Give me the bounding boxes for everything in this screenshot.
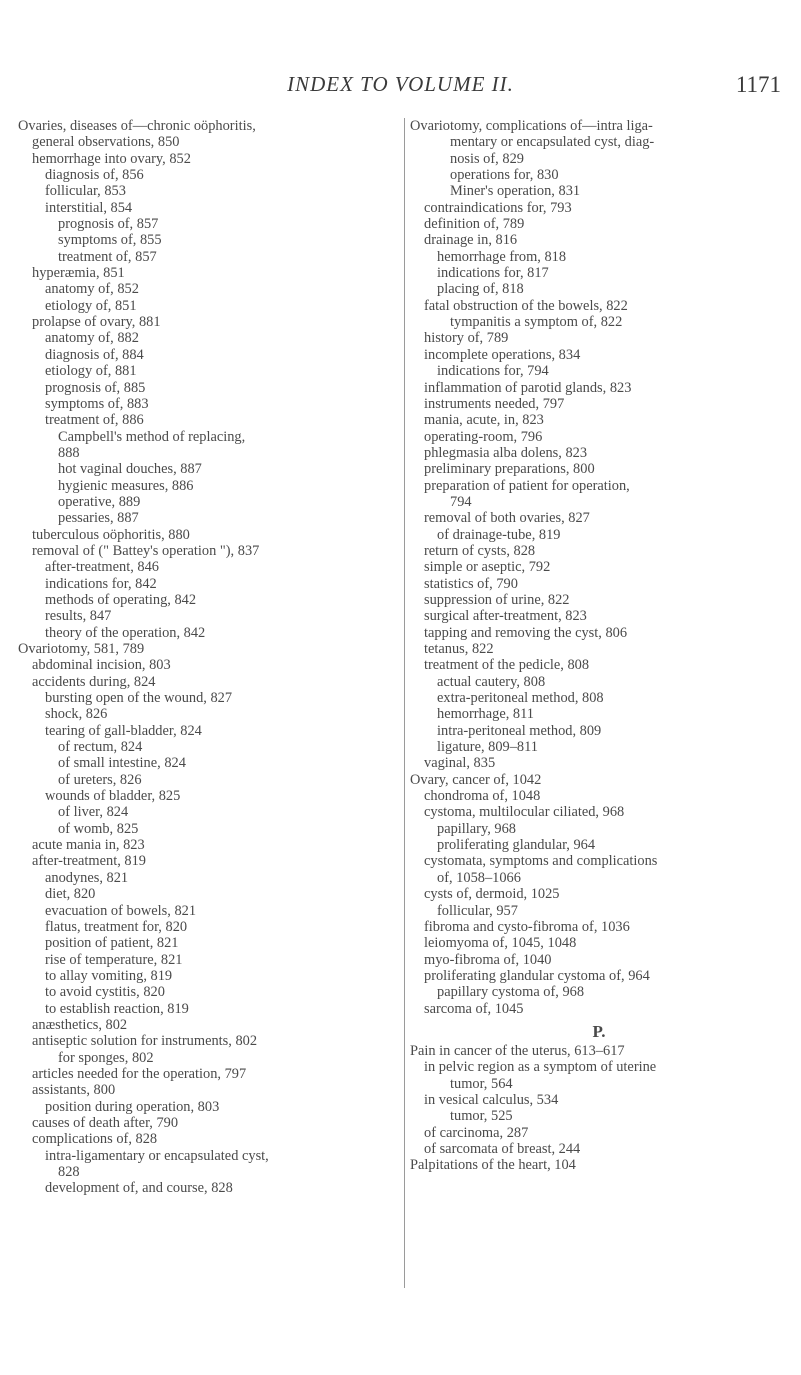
index-entry: indications for, 794	[437, 363, 549, 380]
index-entry: antiseptic solution for instruments, 802	[32, 1033, 258, 1050]
index-entry: proliferating glandular, 964	[437, 837, 596, 854]
index-entry: flatus, treatment for, 820	[45, 918, 188, 935]
index-entry: history of, 789	[424, 330, 509, 347]
index-entry: leiomyoma of, 1045, 1048	[424, 935, 577, 952]
index-entry: assistants, 800	[32, 1082, 116, 1099]
index-entry: etiology of, 881	[45, 363, 137, 380]
column-divider	[404, 118, 405, 1288]
index-entry: Ovariotomy, 581, 789	[18, 641, 145, 657]
index-entry: treatment of, 886	[45, 412, 144, 429]
index-entry: 828	[58, 1164, 80, 1180]
index-column-left	[18, 118, 398, 1197]
index-entry: operating-room, 796	[424, 428, 543, 445]
index-entry: vaginal, 835	[424, 755, 496, 772]
index-entry: mania, acute, in, 823	[424, 412, 544, 429]
index-entry: preliminary preparations, 800	[424, 461, 595, 478]
index-entry: Campbell's method of replacing,	[58, 428, 246, 445]
index-entry: phlegmasia alba dolens, 823	[424, 444, 588, 461]
index-entry: of sarcomata of breast, 244	[424, 1140, 581, 1157]
index-entry: sarcoma of, 1045	[424, 1000, 524, 1017]
index-entry: cysts of, dermoid, 1025	[424, 886, 560, 903]
index-entry: drainage in, 816	[424, 232, 518, 249]
index-entry: statistics of, 790	[424, 575, 518, 592]
index-entry: symptoms of, 855	[58, 232, 162, 249]
index-entry: removal of (" Battey's operation "), 837	[32, 542, 260, 559]
index-entry: operative, 889	[58, 493, 141, 510]
index-entry: follicular, 853	[45, 183, 126, 200]
index-entry: hemorrhage, 811	[437, 706, 534, 723]
index-entry: 794	[450, 493, 472, 510]
index-entry: of liver, 824	[58, 804, 129, 821]
index-entry: complications of, 828	[32, 1131, 158, 1148]
index-entry: prolapse of ovary, 881	[32, 314, 161, 331]
index-entry: of ureters, 826	[58, 771, 142, 788]
index-entry: cystoma, multilocular ciliated, 968	[424, 804, 625, 821]
index-entry: methods of operating, 842	[45, 591, 197, 608]
index-entry: shock, 826	[45, 706, 108, 723]
index-entry: fatal obstruction of the bowels, 822	[424, 297, 628, 314]
index-entry: diet, 820	[45, 886, 96, 903]
index-entry: tuberculous oöphoritis, 880	[32, 526, 190, 543]
index-entry: bursting open of the wound, 827	[45, 690, 233, 707]
index-entry: tetanus, 822	[424, 641, 494, 657]
index-entry: position of patient, 821	[45, 935, 179, 952]
index-entry: of drainage-tube, 819	[437, 526, 561, 543]
index-entry: hyperæmia, 851	[32, 265, 125, 282]
index-entry: in pelvic region as a symptom of uterine	[424, 1059, 657, 1076]
index-entry: development of, and course, 828	[45, 1180, 233, 1197]
index-entry: prognosis of, 857	[58, 216, 159, 233]
index-entry: chondroma of, 1048	[424, 788, 541, 805]
index-entry: fibroma and cysto-fibroma of, 1036	[424, 918, 630, 935]
index-entry: indications for, 817	[437, 265, 549, 282]
index-entry: nosis of, 829	[450, 150, 524, 167]
index-entry: tympanitis a symptom of, 822	[450, 314, 623, 331]
index-entry: symptoms of, 883	[45, 395, 149, 412]
index-entry: Pain in cancer of the uterus, 613–617	[410, 1042, 625, 1059]
index-entry: of rectum, 824	[58, 739, 143, 756]
index-entry: Ovary, cancer of, 1042	[410, 771, 542, 788]
index-entry: suppression of urine, 822	[424, 591, 570, 608]
page-header	[0, 72, 801, 102]
index-entry: return of cysts, 828	[424, 542, 536, 559]
index-entry: results, 847	[45, 608, 112, 625]
index-entry: acute mania in, 823	[32, 837, 145, 854]
index-entry: position during operation, 803	[45, 1098, 220, 1115]
index-entry: tapping and removing the cyst, 806	[424, 624, 628, 641]
index-entry: mentary or encapsulated cyst, diag-	[450, 134, 655, 151]
index-entry: to avoid cystitis, 820	[45, 984, 165, 1001]
index-entry: cystomata, symptoms and complications	[424, 853, 658, 870]
index-entry: Palpitations of the heart, 104	[410, 1157, 576, 1174]
index-entries-p	[410, 1043, 788, 1174]
index-entry: Ovariotomy, complications of—intra liga-	[410, 118, 653, 134]
index-entry: abdominal incision, 803	[32, 657, 171, 674]
index-entry: anæsthetics, 802	[32, 1016, 128, 1033]
index-column-right	[410, 118, 788, 1174]
index-entry: operations for, 830	[450, 167, 559, 184]
index-entry: after-treatment, 846	[45, 559, 159, 576]
index-entry: hemorrhage from, 818	[437, 248, 567, 265]
index-entry: pessaries, 887	[58, 510, 139, 527]
index-entry: tumor, 525	[450, 1108, 513, 1125]
index-entry: hygienic measures, 886	[58, 477, 194, 494]
index-entry: proliferating glandular cystoma of, 964	[424, 967, 650, 984]
index-entry: rise of temperature, 821	[45, 951, 183, 968]
index-entry: interstitial, 854	[45, 199, 133, 216]
index-entry: after-treatment, 819	[32, 853, 146, 870]
index-entry: papillary, 968	[437, 820, 516, 837]
index-entry: extra-peritoneal method, 808	[437, 690, 604, 707]
index-entry: hemorrhage into ovary, 852	[32, 150, 191, 167]
index-entry: diagnosis of, 856	[45, 167, 144, 184]
index-entry: treatment of the pedicle, 808	[424, 657, 590, 674]
index-entry: for sponges, 802	[58, 1049, 154, 1066]
index-entry: theory of the operation, 842	[45, 624, 206, 641]
index-entry: hot vaginal douches, 887	[58, 461, 202, 478]
index-entry: contraindications for, 793	[424, 199, 572, 216]
index-entry: intra-ligamentary or encapsulated cyst,	[45, 1147, 269, 1164]
index-entry: general observations, 850	[32, 134, 180, 151]
index-entries-o	[410, 118, 788, 1017]
index-entry: tearing of gall-bladder, 824	[45, 722, 202, 739]
index-entry: placing of, 818	[437, 281, 524, 298]
index-entry: to establish reaction, 819	[45, 1000, 189, 1017]
index-entry: instruments needed, 797	[424, 395, 565, 412]
index-entry: ligature, 809–811	[437, 739, 538, 756]
index-entry: of small intestine, 824	[58, 755, 186, 772]
section-heading-p: P.	[592, 1021, 606, 1041]
index-entry: treatment of, 857	[58, 248, 157, 265]
page-title: INDEX TO VOLUME II.	[287, 72, 514, 96]
index-entry: diagnosis of, 884	[45, 346, 144, 363]
index-entry: intra-peritoneal method, 809	[437, 722, 602, 739]
index-entry: causes of death after, 790	[32, 1114, 179, 1131]
index-entry: prognosis of, 885	[45, 379, 146, 396]
page-number: 1171	[735, 72, 781, 97]
index-entry: inflammation of parotid glands, 823	[424, 379, 632, 396]
index-entry: incomplete operations, 834	[424, 346, 581, 363]
index-entry: wounds of bladder, 825	[45, 788, 181, 805]
index-entry: Ovaries, diseases of—chronic oöphoritis,	[18, 118, 256, 134]
index-entry: Miner's operation, 831	[450, 183, 581, 200]
index-entry: tumor, 564	[450, 1075, 513, 1092]
index-entry: of carcinoma, 287	[424, 1124, 529, 1141]
index-entry: etiology of, 851	[45, 297, 137, 314]
index-entry: indications for, 842	[45, 575, 157, 592]
index-entry: accidents during, 824	[32, 673, 156, 690]
index-entry: to allay vomiting, 819	[45, 967, 173, 984]
index-entry: follicular, 957	[437, 902, 518, 919]
index-entry: anatomy of, 882	[45, 330, 139, 347]
index-entry: myo-fibroma of, 1040	[424, 951, 552, 968]
index-entry: anatomy of, 852	[45, 281, 139, 298]
index-entry: of womb, 825	[58, 820, 139, 837]
index-entry: surgical after-treatment, 823	[424, 608, 587, 625]
index-entry: of, 1058–1066	[437, 869, 521, 886]
index-entry: evacuation of bowels, 821	[45, 902, 197, 919]
index-entry: 888	[58, 444, 80, 461]
index-entry: definition of, 789	[424, 216, 525, 233]
index-entry: removal of both ovaries, 827	[424, 510, 590, 527]
index-entry: simple or aseptic, 792	[424, 559, 551, 576]
index-entry: anodynes, 821	[45, 869, 129, 886]
index-entry: articles needed for the operation, 797	[32, 1065, 247, 1082]
index-entry: preparation of patient for operation,	[424, 477, 630, 494]
index-entry: in vesical calculus, 534	[424, 1091, 559, 1108]
index-entry: actual cautery, 808	[437, 673, 546, 690]
index-entry: papillary cystoma of, 968	[437, 984, 585, 1001]
